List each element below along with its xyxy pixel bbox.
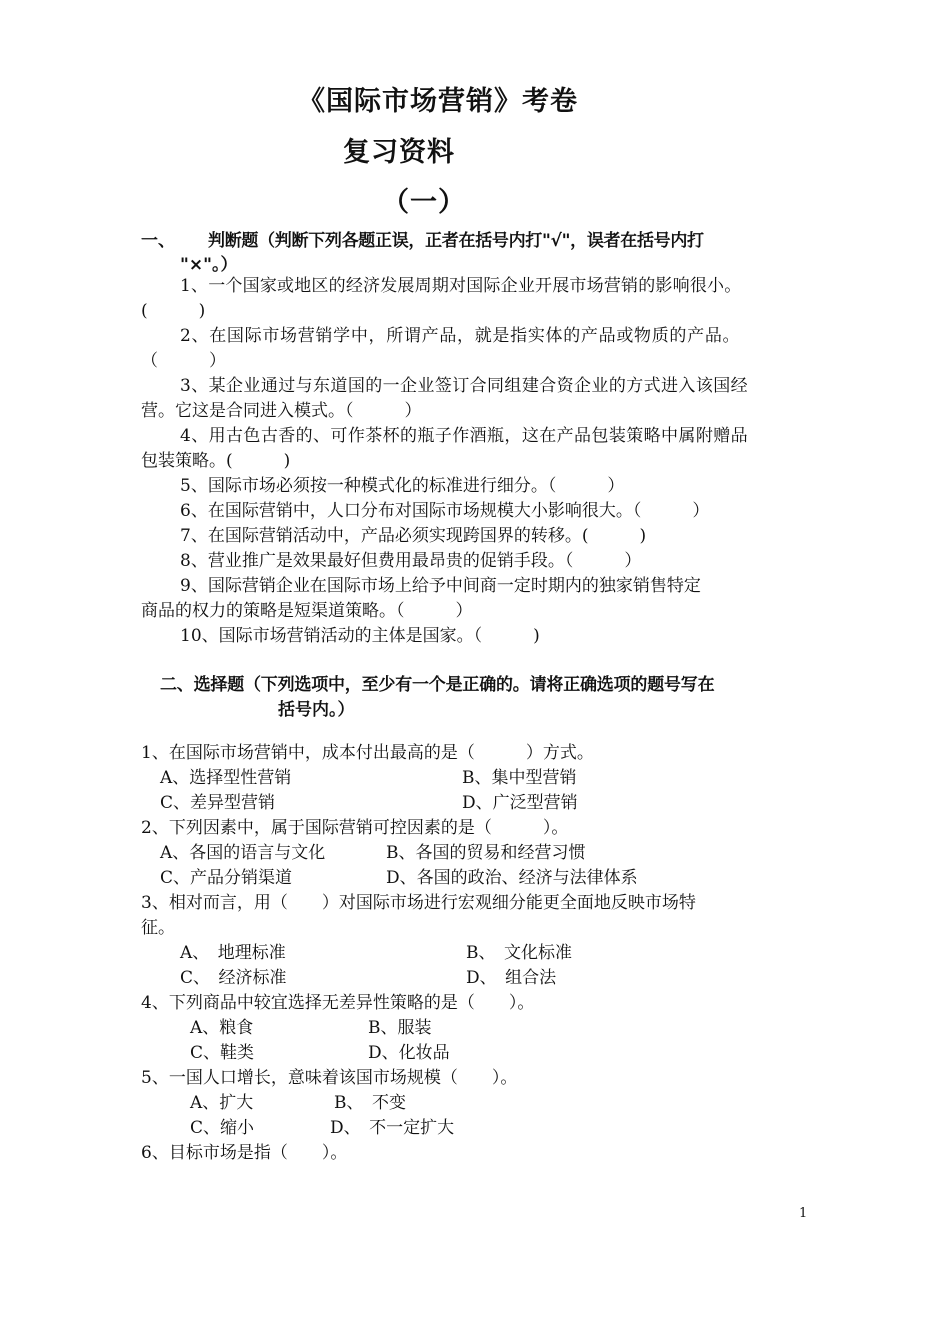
s2-q3-option-c: C、 经济标准 (180, 968, 287, 988)
s1-q1-line2: ( ) (141, 301, 206, 321)
s2-q5-option-d: D、 不一定扩大 (330, 1118, 455, 1138)
s1-q5: 5、国际市场必须按一种模式化的标准进行细分。（ ） (180, 476, 625, 496)
s2-q5-option-b: B、 不变 (334, 1093, 406, 1113)
s2-q1-option-c: C、差异型营销 (160, 793, 276, 813)
s1-q10: 10、国际市场营销活动的主体是国家。（ ) (180, 626, 540, 646)
s2-q3-line1: 3、相对而言，用（ ）对国际市场进行宏观细分能更全面地反映市场特 (141, 893, 696, 913)
s1-q8: 8、营业推广是效果最好但费用最昂贵的促销手段。（ ） (180, 551, 642, 571)
section1-heading: 判断题（判断下列各题正误，正者在括号内打"√"，误者在括号内打 (208, 231, 704, 251)
s2-q1-option-b: B、集中型营销 (462, 768, 577, 788)
s2-q4-option-b: B、服装 (368, 1018, 432, 1038)
s2-q1-option-d: D、广泛型营销 (462, 793, 578, 813)
s2-q6: 6、目标市场是指（ ）。 (141, 1143, 348, 1163)
s2-q2: 2、下列因素中，属于国际营销可控因素的是（ ）。 (141, 818, 569, 838)
s2-q4-option-c: C、鞋类 (190, 1043, 255, 1063)
s2-q3-option-a: A、 地理标准 (180, 943, 286, 963)
document-subtitle: 复习资料 (343, 137, 455, 168)
s2-q3-option-d: D、 组合法 (466, 968, 557, 988)
s2-q4-option-d: D、化妆品 (368, 1043, 450, 1063)
s1-q4-line2: 包装策略。( ) (141, 451, 291, 471)
s1-q9-line2: 商品的权力的策略是短渠道策略。（ ） (141, 601, 473, 621)
s1-q7: 7、在国际营销活动中，产品必须实现跨国界的转移。( ) (180, 526, 647, 546)
s2-q3-line2: 征。 (141, 918, 175, 938)
s2-q5-option-a: A、扩大 (190, 1093, 254, 1113)
s1-q2-line2: （ ） (141, 351, 226, 371)
s2-q5-option-c: C、缩小 (190, 1118, 255, 1138)
s2-q5: 5、一国人口增长，意味着该国市场规模（ ）。 (141, 1068, 518, 1088)
s1-q9-line1: 9、国际营销企业在国际市场上给予中间商一定时期内的独家销售特定 (180, 576, 701, 596)
document-title: 《国际市场营销》考卷 (298, 86, 578, 117)
s1-q2-line1: 2、在国际市场营销学中，所谓产品，就是指实体的产品或物质的产品。 (180, 326, 741, 346)
s1-q3-line2: 营。它这是合同进入模式。（ ） (141, 401, 422, 421)
section1-number: 一、 (141, 231, 175, 251)
s2-q2-option-b: B、各国的贸易和经营习惯 (386, 843, 586, 863)
s1-q1-line1: 1、一个国家或地区的经济发展周期对国际企业开展市场营销的影响很小。 (180, 276, 742, 296)
s2-q4: 4、下列商品中较宜选择无差异性策略的是（ ）。 (141, 993, 535, 1013)
s1-q3-line1: 3、某企业通过与东道国的一企业签订合同组建合资企业的方式进入该国经 (180, 376, 749, 396)
s1-q6: 6、在国际营销中，人口分布对国际市场规模大小影响很大。（ ） (180, 501, 710, 521)
s2-q4-option-a: A、粮食 (190, 1018, 254, 1038)
s2-q2-option-c: C、产品分销渠道 (160, 868, 293, 888)
part-label: （一） (382, 187, 466, 218)
s2-q2-option-a: A、各国的语言与文化 (160, 843, 326, 863)
s1-q4-line1: 4、用古色古香的、可作茶杯的瓶子作酒瓶，这在产品包装策略中属附赠品 (180, 426, 749, 446)
page-number: 1 (799, 1206, 808, 1221)
s2-q1-option-a: A、选择型性营销 (160, 768, 292, 788)
section2-heading-cont: 括号内。） (278, 700, 355, 720)
s2-q3-option-b: B、 文化标准 (466, 943, 572, 963)
s2-q1: 1、在国际市场营销中，成本付出最高的是（ ）方式。 (141, 743, 594, 763)
section1-heading-cont: "×"。） (180, 255, 238, 275)
s2-q2-option-d: D、各国的政治、经济与法律体系 (386, 868, 638, 888)
section2-heading: 二、选择题（下列选项中，至少有一个是正确的。请将正确选项的题号写在 (160, 675, 715, 695)
